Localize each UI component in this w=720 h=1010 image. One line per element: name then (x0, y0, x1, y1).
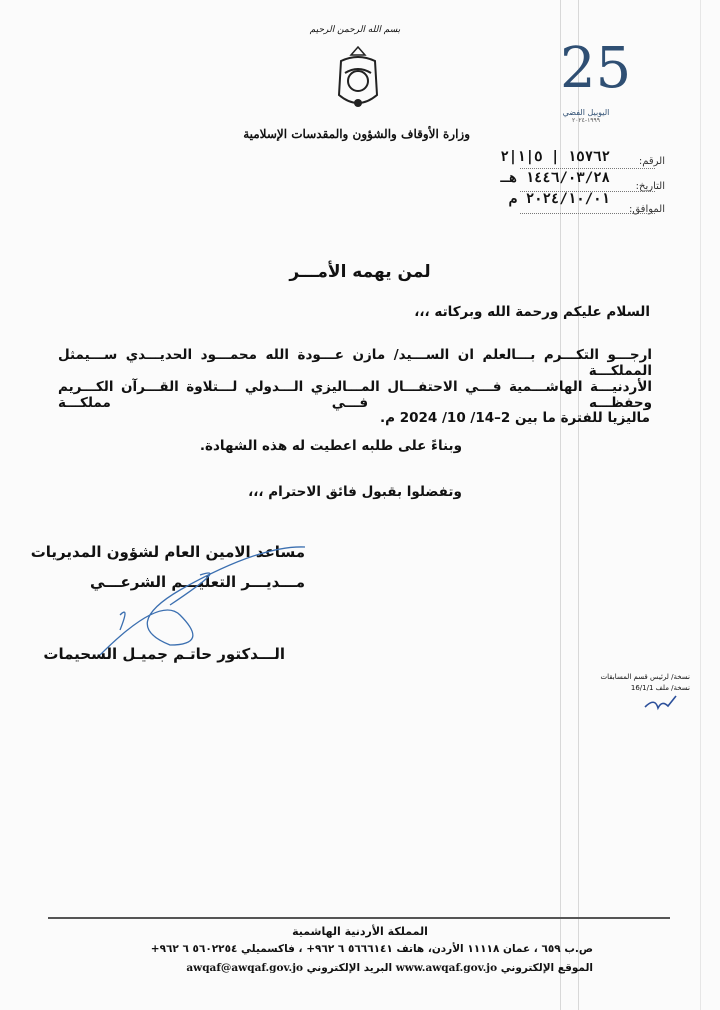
greeting: السلام عليكم ورحمة الله وبركاته ،،، (414, 304, 650, 320)
date-gregorian: ٢٠٢٤/١٠/٠١ م (508, 191, 610, 207)
date-hijri: ١٤٤٦/٠٣/٢٨ هـ (500, 170, 610, 186)
footer-contact (118, 962, 593, 974)
jubilee-label: اليوبيل الفضي (562, 108, 610, 117)
basmala: بسم الله الرحمن الرحيم (309, 25, 401, 35)
handwritten-signature (60, 535, 320, 675)
body-line: الأردنيـــة الهاشـــمية فـــي الاحتفـــال المـــاليزي الـــدولي لـــتلاوة القـــرآن الكـــريم وحفظـــه فـــي مملكـــة (58, 379, 652, 411)
body-line: وبناءً على طلبه اعطيت له هذه الشهادة. (199, 438, 462, 454)
number-label: الرقم: (638, 156, 665, 167)
page-title: لمن يهمه الأمـــر (289, 262, 431, 282)
ministry-name: وزارة الأوقاف والشؤون والمقدسات الإسلامية (243, 127, 470, 141)
closing: وتفضلوا بقبول فائق الاحترام ،،، (248, 484, 462, 500)
website-link[interactable]: www.awqaf.gov.jo (395, 962, 498, 974)
scan-line (700, 0, 701, 1010)
footer-divider (48, 917, 670, 919)
date-label: التاريخ: (635, 181, 665, 192)
footer-address: ص.ب ٦٥٩ ، عمان ١١١١٨ الأردن، هاتف ٥٦٦٦١٤١ ٦ ٩٦٢+ ، فاكسميلي ٥٦٠٢٢٥٤ ٦ ٩٦٢+ (150, 943, 593, 955)
reference-number: ١٥٧٦٢ | ٥|١|٢ (500, 149, 610, 165)
coat-of-arms-icon (333, 45, 383, 115)
initials-signature (640, 692, 680, 714)
copy-line: نسخة/ لرئيس قسم المسابقات (600, 673, 690, 681)
jubilee-years: ١٩٩٩-٢٠٢٤ (572, 117, 600, 124)
body-line: ارجـــو التكـــرم بـــالعلم ان الســـيد/ مازن عـــودة الله محمـــود الحديـــدي ســـيمثل المملكـــة (58, 347, 652, 379)
signatory-name: الـــدكتور حاتـم جميـل السحيمات (43, 645, 285, 663)
body-line: ماليزيا للفترة ما بين 2–14/ 10/ 2024 م. (379, 410, 650, 426)
footer-country: المملكة الأردنية الهاشمية (292, 925, 428, 938)
signatory-title: مـــديـــر التعليـــم الشرعـــي (89, 573, 305, 591)
corresponding-label: الموافق: (628, 204, 665, 215)
email-label: البريد الإلكتروني (306, 962, 393, 974)
jubilee-number: 25 (560, 36, 632, 101)
jubilee-emblem (560, 30, 632, 124)
web-label: الموقع الإلكتروني (500, 962, 593, 974)
email-link[interactable]: awqaf@awqaf.gov.jo (186, 962, 304, 974)
signatory-title: مساعد الامين العام لشؤون المديريات (30, 543, 305, 561)
copy-line: نسخة/ ملف 16/1/1 (630, 684, 690, 692)
